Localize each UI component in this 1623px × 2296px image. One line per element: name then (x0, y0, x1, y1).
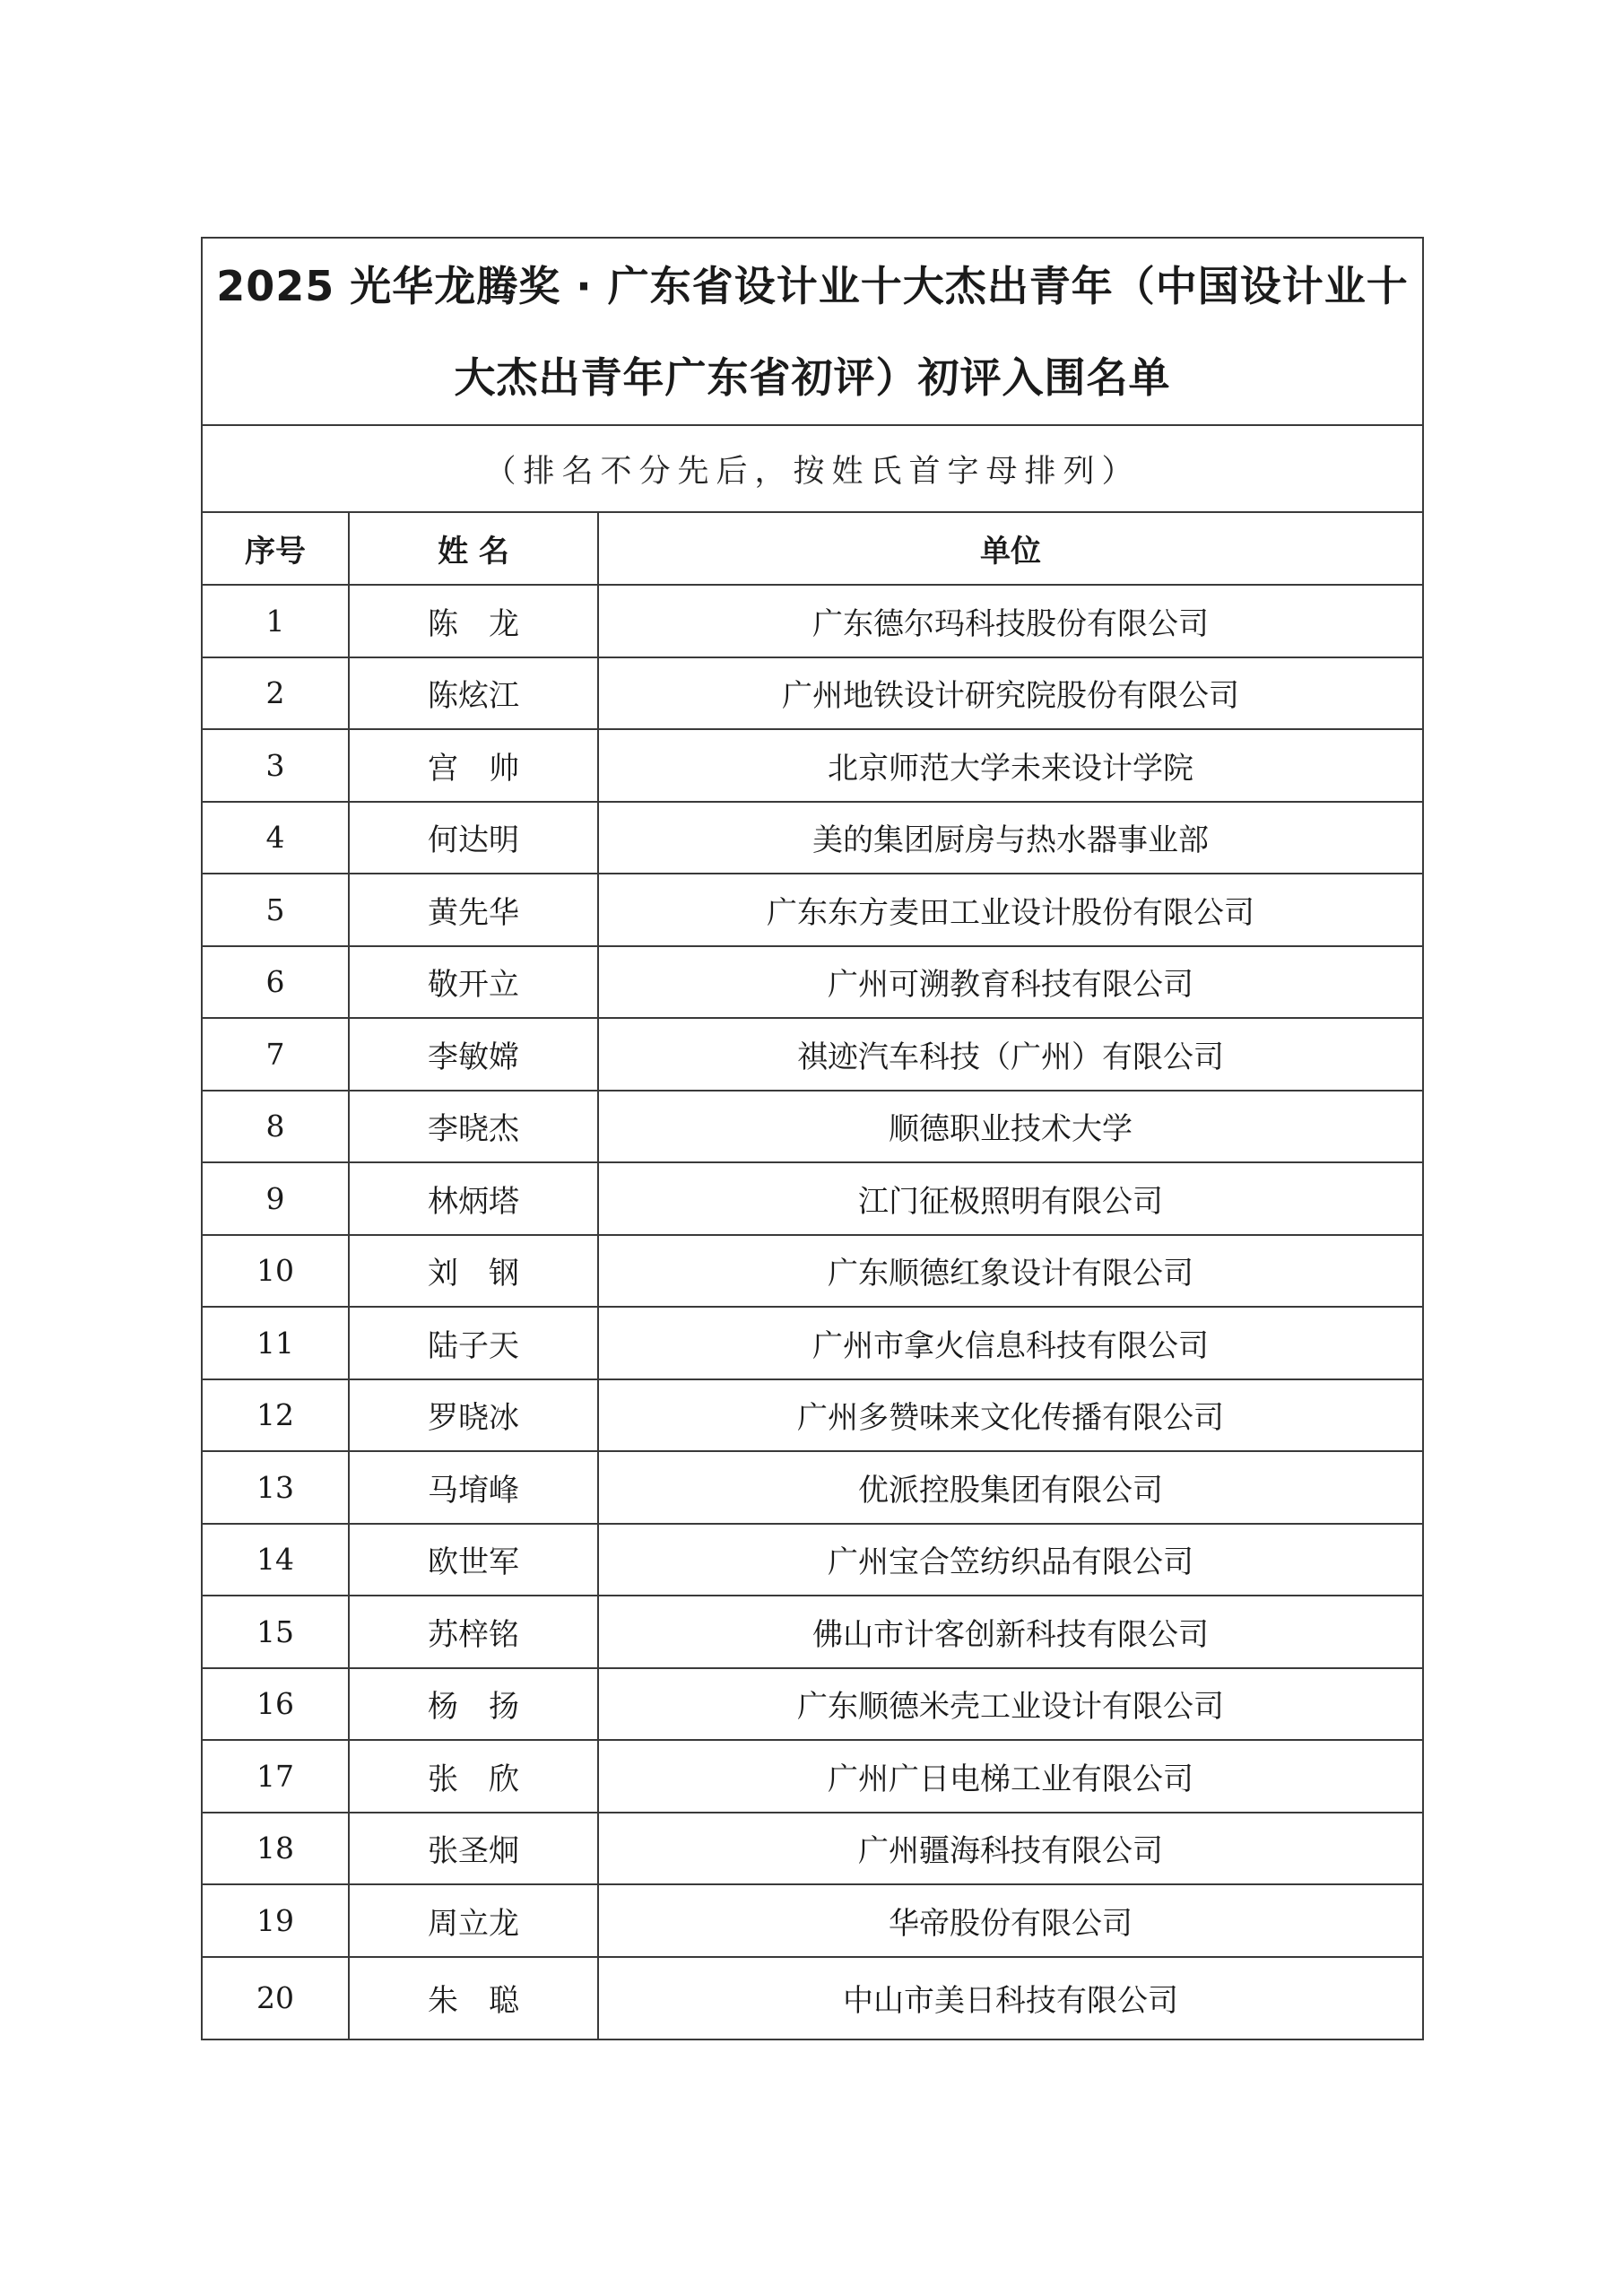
table-row (202, 1813, 1423, 1885)
row-unit: 广州宝合笠纺织品有限公司 (598, 1524, 1423, 1596)
table-row (202, 1596, 1423, 1668)
row-seq: 19 (202, 1884, 349, 1957)
row-name: 宫 帅 (349, 729, 598, 802)
row-seq: 1 (202, 585, 349, 657)
row-unit: 广州地铁设计研究院股份有限公司 (598, 657, 1423, 730)
row-name: 张 欣 (349, 1740, 598, 1813)
table-row (202, 1524, 1423, 1596)
header-unit: 单位 (598, 512, 1423, 585)
row-unit: 顺德职业技术大学 (598, 1091, 1423, 1163)
row-unit: 北京师范大学未来设计学院 (598, 729, 1423, 802)
table-row (202, 585, 1423, 657)
row-unit: 广东顺德米壳工业设计有限公司 (598, 1668, 1423, 1741)
row-seq: 5 (202, 874, 349, 946)
row-seq: 3 (202, 729, 349, 802)
row-unit: 江门征极照明有限公司 (598, 1162, 1423, 1235)
row-name: 陈炫江 (349, 657, 598, 730)
row-seq: 20 (202, 1957, 349, 2039)
document-title (202, 238, 1423, 425)
row-name: 林炳塔 (349, 1162, 598, 1235)
row-unit: 广东德尔玛科技股份有限公司 (598, 585, 1423, 657)
row-name: 罗晓冰 (349, 1379, 598, 1452)
table-row (202, 1957, 1423, 2039)
row-name: 刘 钢 (349, 1235, 598, 1308)
table-row (202, 1307, 1423, 1379)
row-name: 杨 扬 (349, 1668, 598, 1741)
row-seq: 14 (202, 1524, 349, 1596)
table-row (202, 874, 1423, 946)
row-seq: 6 (202, 946, 349, 1019)
table-row (202, 802, 1423, 874)
row-seq: 18 (202, 1813, 349, 1885)
row-name: 敬开立 (349, 946, 598, 1019)
row-seq: 9 (202, 1162, 349, 1235)
table-row (202, 729, 1423, 802)
row-name: 陈 龙 (349, 585, 598, 657)
table-row (202, 1235, 1423, 1308)
row-name: 黄先华 (349, 874, 598, 946)
row-seq: 4 (202, 802, 349, 874)
table-row (202, 1451, 1423, 1524)
table-row (202, 657, 1423, 730)
table-row (202, 1162, 1423, 1235)
row-name: 苏梓铭 (349, 1596, 598, 1668)
row-seq: 15 (202, 1596, 349, 1668)
row-unit: 广州市拿火信息科技有限公司 (598, 1307, 1423, 1379)
row-name: 李敏嫦 (349, 1018, 598, 1091)
row-unit: 广东东方麦田工业设计股份有限公司 (598, 874, 1423, 946)
row-unit: 广州疆海科技有限公司 (598, 1813, 1423, 1885)
title-line-1: 2025 光华龙腾奖 · 广东省设计业十大杰出青年（中国设计业十 (216, 261, 1409, 310)
nominee-table (201, 237, 1424, 2040)
row-seq: 12 (202, 1379, 349, 1452)
row-name: 何达明 (349, 802, 598, 874)
row-unit: 美的集团厨房与热水器事业部 (598, 802, 1423, 874)
row-unit: 广州多赞味来文化传播有限公司 (598, 1379, 1423, 1452)
row-unit: 华帝股份有限公司 (598, 1884, 1423, 1957)
row-seq: 11 (202, 1307, 349, 1379)
row-seq: 17 (202, 1740, 349, 1813)
row-unit: 广州可溯教育科技有限公司 (598, 946, 1423, 1019)
row-name: 周立龙 (349, 1884, 598, 1957)
row-name: 欧世军 (349, 1524, 598, 1596)
row-seq: 13 (202, 1451, 349, 1524)
row-unit: 优派控股集团有限公司 (598, 1451, 1423, 1524)
row-unit: 广州广日电梯工业有限公司 (598, 1740, 1423, 1813)
row-unit: 祺迹汽车科技（广州）有限公司 (598, 1018, 1423, 1091)
row-seq: 10 (202, 1235, 349, 1308)
row-seq: 16 (202, 1668, 349, 1741)
row-unit: 中山市美日科技有限公司 (598, 1957, 1423, 2039)
table-row (202, 1379, 1423, 1452)
row-seq: 7 (202, 1018, 349, 1091)
ordering-note: （排名不分先后，按姓氏首字母排列） (202, 425, 1423, 512)
table-row (202, 946, 1423, 1019)
header-seq: 序号 (202, 512, 349, 585)
table-row (202, 1884, 1423, 1957)
header-name: 姓 名 (349, 512, 598, 585)
table-row (202, 1668, 1423, 1741)
row-unit: 广东顺德红象设计有限公司 (598, 1235, 1423, 1308)
row-unit: 佛山市计客创新科技有限公司 (598, 1596, 1423, 1668)
row-name: 陆子天 (349, 1307, 598, 1379)
row-name: 马堉峰 (349, 1451, 598, 1524)
row-seq: 8 (202, 1091, 349, 1163)
row-name: 李晓杰 (349, 1091, 598, 1163)
row-name: 张圣炯 (349, 1813, 598, 1885)
title-line-2: 大杰出青年广东省初评）初评入围名单 (454, 352, 1171, 402)
table-row (202, 1740, 1423, 1813)
row-seq: 2 (202, 657, 349, 730)
table-row (202, 1018, 1423, 1091)
row-name: 朱 聪 (349, 1957, 598, 2039)
table-row (202, 1091, 1423, 1163)
